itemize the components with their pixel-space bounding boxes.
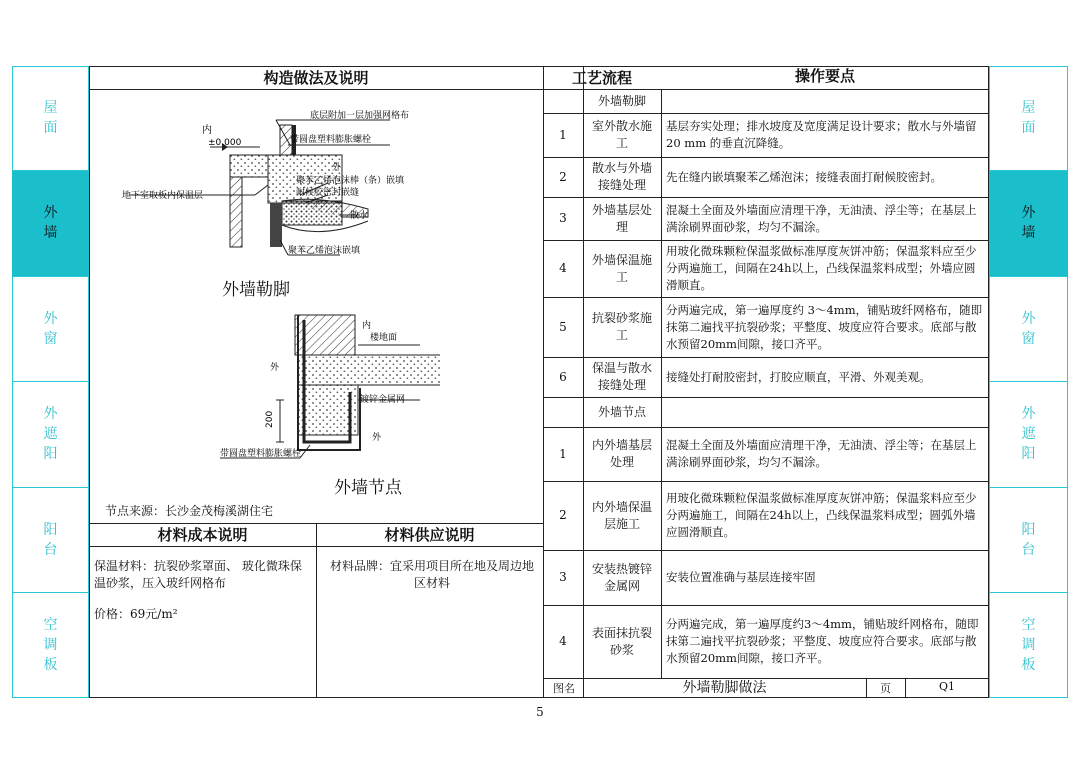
side-tab-divider	[989, 276, 1068, 277]
step-name: 室外散水施工	[591, 119, 652, 150]
side-tab-right-1[interactable]: 外 墙	[989, 170, 1068, 276]
material-cost-price: 价格：69元/m²	[94, 607, 178, 621]
material-cost-title: 材料成本说明	[157, 526, 248, 544]
step-number: 5	[559, 320, 567, 334]
step-number: 3	[559, 211, 567, 225]
side-tab-divider	[12, 487, 89, 488]
label-anchor: 带圆盘塑料膨胀螺栓	[290, 135, 372, 145]
side-tab-left-0[interactable]: 屋 面	[43, 100, 58, 136]
label-anchor2: 带圆盘塑料膨胀螺栓	[220, 449, 302, 459]
step-number: 6	[559, 370, 567, 384]
page-label: 页	[880, 682, 891, 695]
page-code: Q1	[938, 680, 956, 693]
side-tab-divider	[12, 381, 89, 382]
side-tab-left-1[interactable]: 外 墙	[12, 170, 89, 276]
label-foam-strip: 聚苯乙烯泡沫棒（条）嵌填	[296, 176, 405, 186]
step-number: 2	[559, 170, 567, 184]
label-basement: 地下室取板内保温层	[122, 191, 204, 201]
step-description: 基层夯实处理；排水坡度及宽度满足设计要求；散水与外墙留20 mm 的垂直沉降缝。	[666, 119, 977, 150]
side-tab-right-2[interactable]: 外 窗	[1021, 310, 1036, 347]
step-name: 抗裂砂浆施工	[591, 311, 652, 342]
section-title: 外墙勒脚	[597, 94, 646, 108]
label-outer: 外	[332, 163, 342, 173]
material-supply-title: 材料供应说明	[384, 526, 475, 544]
side-tab-left-5[interactable]: 空 调 板	[43, 617, 58, 673]
drawing1-title: 外墙勒脚	[222, 280, 290, 300]
drawing2-title: 外墙节点	[334, 478, 402, 498]
label-mesh: 底层附加一层加强网格布	[310, 111, 410, 121]
step-number: 2	[559, 508, 567, 522]
side-tab-left-2[interactable]: 外 窗	[43, 310, 58, 347]
side-tab-divider	[989, 170, 1068, 171]
side-tab-divider	[12, 592, 89, 593]
step-description: 混凝土全面及外墙面应清理干净，无油渍、浮尘等；在基层上满涂刷界面砂浆，均匀不漏涂。	[666, 438, 977, 469]
step-description: 混凝土全面及外墙面应清理干净，无油渍、浮尘等；在基层上满涂刷界面砂浆，均匀不漏涂。	[666, 202, 977, 234]
side-tab-divider	[12, 276, 89, 277]
label-inner: 内	[202, 125, 212, 136]
page-number: 5	[536, 705, 544, 719]
label-outer-left: 外	[270, 363, 280, 373]
step-name: 散水与外墙接缝处理	[591, 161, 652, 192]
step-name: 安装热镀锌金属网	[591, 561, 652, 593]
label-inner2: 内	[362, 321, 372, 331]
label-elevation: ±0.000	[208, 138, 242, 148]
step-description: 接缝处打耐胶密封，打胶应顺直，平滑、外观美观。	[666, 369, 931, 384]
label-mesh2: 镀锌金属网	[360, 395, 406, 405]
step-name: 内外墙基层处理	[591, 438, 652, 469]
side-tab-right-5[interactable]: 空 调 板	[1021, 617, 1036, 673]
material-cost-text: 保温材料：抗裂砂浆罩面、 玻化微珠保温砂浆，压入玻纤网格布	[94, 559, 302, 590]
material-supply-text: 材料品牌：宜采用项目所在地及周边地区材料	[329, 559, 534, 590]
drawing-name: 外墙勒脚做法	[682, 680, 767, 696]
label-outer-right: 外	[372, 433, 382, 443]
step-description: 分两遍完成，第一遍厚度约 3～4mm，铺贴玻纤网格布，随即抹第二遍找平抗裂砂浆；平整度、坡度应符合要求。底部与散水预留20mm间隙，接口齐平。	[666, 302, 983, 351]
header-construction: 构造做法及说明	[263, 69, 369, 87]
step-description: 安装位置准确与基层连接牢固	[666, 570, 816, 584]
header-key-points: 操作要点	[794, 67, 855, 85]
header-process: 工艺流程	[571, 69, 632, 87]
wall-plinth-drawing	[110, 105, 440, 265]
step-description: 先在缝内嵌填聚苯乙烯泡沫；接缝表面打耐候胶密封。	[666, 169, 942, 184]
side-tab-right-4[interactable]: 阳 台	[1021, 521, 1036, 558]
step-name: 外墙基层处理	[591, 202, 652, 234]
step-name: 内外墙保温层施工	[591, 499, 652, 531]
step-number: 4	[559, 261, 567, 275]
step-description: 用玻化微珠颗粒保温浆做标准厚度灰饼冲筋；保温浆料应至少分两遍施工，间隔在24h以上，凸线保温浆料成型；外墙应圆滑顺直。	[666, 244, 977, 292]
step-number: 3	[559, 570, 567, 584]
step-name: 表面抹抗裂砂浆	[591, 625, 652, 657]
side-tab-left-3[interactable]: 外 遮 阳	[43, 406, 58, 462]
step-number: 1	[559, 447, 567, 461]
label-foam-fill: 聚苯乙烯泡沫嵌填	[288, 246, 361, 256]
step-number: 1	[559, 128, 567, 142]
side-tab-right-3[interactable]: 外 遮 阳	[1021, 406, 1036, 462]
side-tab-divider	[989, 381, 1068, 382]
label-apron: 散水	[350, 211, 369, 221]
side-tab-divider	[989, 592, 1068, 593]
section-title: 外墙节点	[597, 405, 646, 419]
side-tab-divider	[989, 487, 1068, 488]
step-name: 外墙保温施工	[591, 252, 652, 284]
label-sealant: 耐候胶密封嵌缝	[296, 188, 360, 198]
label-dim: 200	[265, 410, 275, 428]
step-number: 4	[559, 634, 567, 648]
wall-node-drawing	[220, 310, 440, 470]
step-name: 保温与散水接缝处理	[591, 361, 652, 392]
side-tab-divider	[12, 170, 89, 171]
source-note: 节点来源：长沙金茂梅溪湖住宅	[105, 504, 274, 518]
title-block-label: 图名	[553, 682, 575, 695]
label-floor: 楼地面	[370, 333, 398, 343]
side-tab-left-4[interactable]: 阳 台	[43, 521, 58, 558]
step-description: 用玻化微珠颗粒保温浆做标准厚度灰饼冲筋；保温浆料应至少分两遍施工，间隔在24h以上，凸线保温浆料成型；圆弧外墙应圆滑顺直。	[666, 491, 977, 539]
step-description: 分两遍完成，第一遍厚度约3～4mm，铺贴玻纤网格布，随即抹第二遍找平抗裂砂浆；平整度、坡度应符合要求。底部与散水预留20mm间隙，接口齐平。	[666, 617, 979, 665]
side-tab-right-0[interactable]: 屋 面	[1021, 100, 1036, 136]
